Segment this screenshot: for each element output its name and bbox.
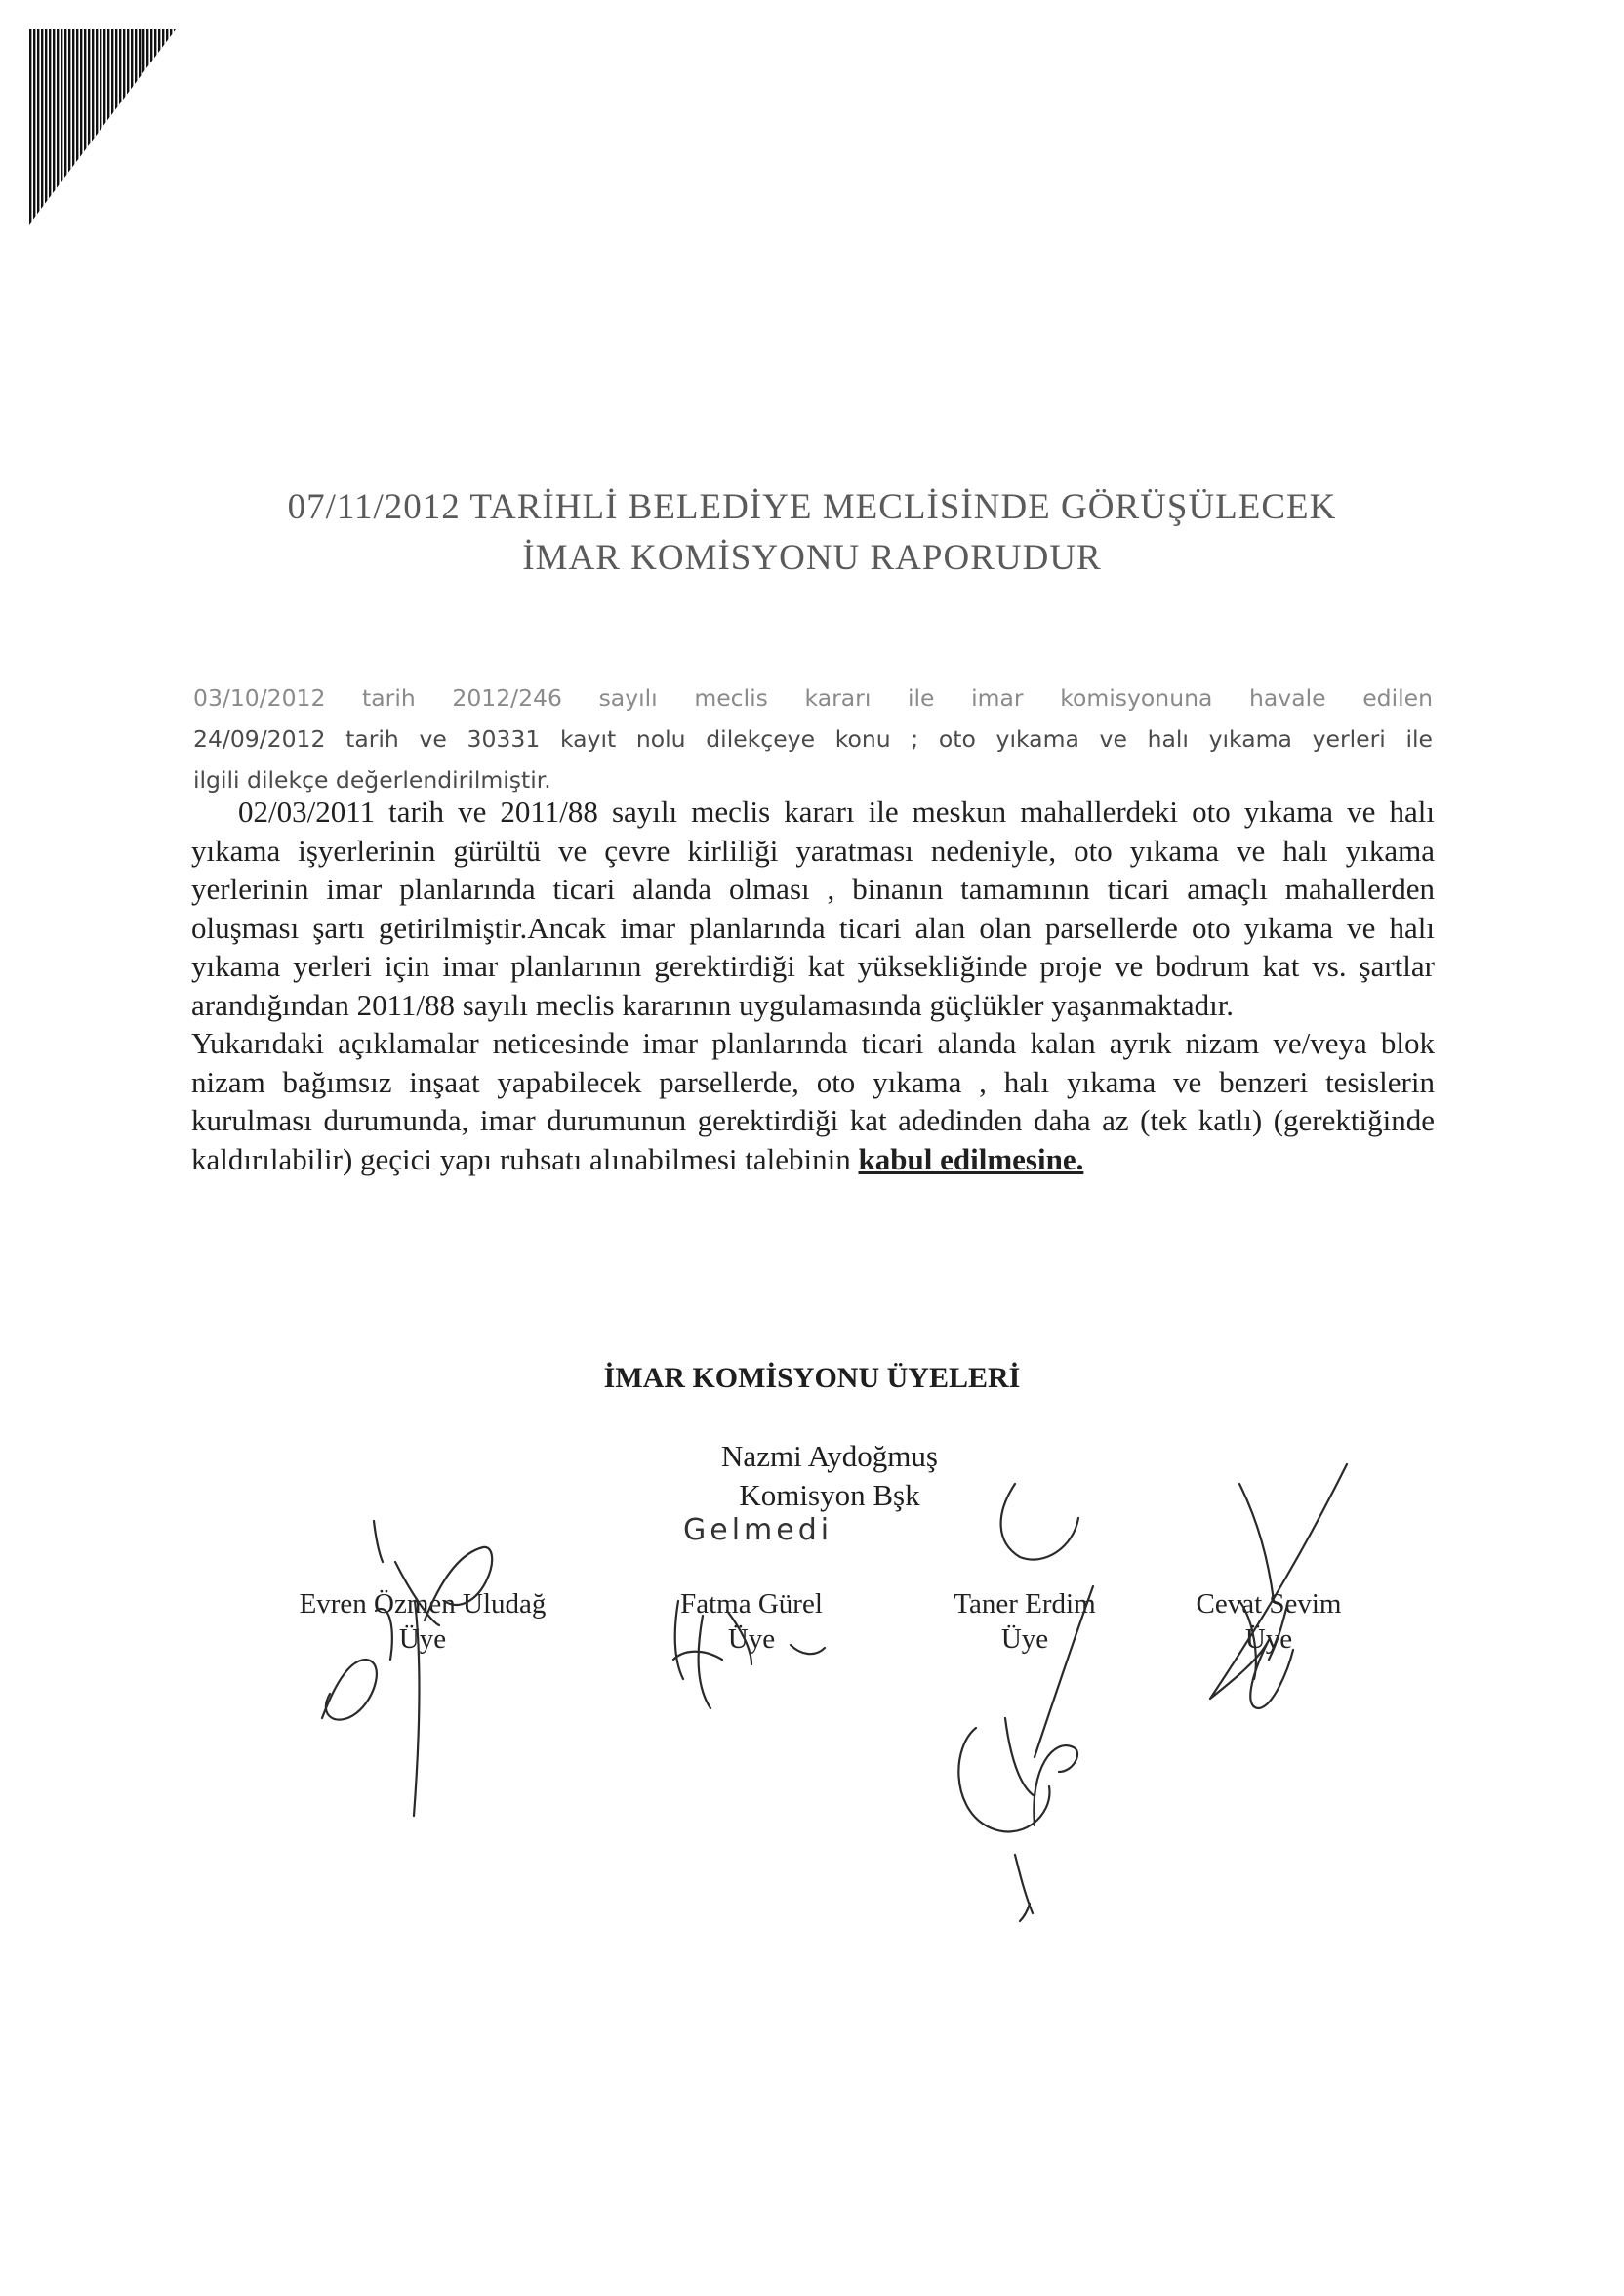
body-paragraph-2-text: Yukarıdaki açıklamalar neticesinde imar planlarında ticari alanda kalan ayrık nizam ve/veya blok nizam bağımsız inşaat yapabilecek parsellerde, oto yıkama , halı yıkama ve benzeri tesislerin kurulması durumunda, imar durumunun gerektirdiği kat adedinden daha az (tek katlı) (gerektiğinde kaldırılabilir) geçici yapı ruhsatı alınabilmesi talebinin xyxy=(191,1026,1435,1176)
intro-line1: 03/10/2012 tarih 2012/246 sayılı meclis kararı ile imar komisyonuna havale edilen xyxy=(193,684,1433,712)
member-2-role: Üye xyxy=(727,1623,776,1655)
signature-fatma xyxy=(673,1601,825,1708)
intro-line2: 24/09/2012 tarih ve 30331 kayıt nolu dilekçeye konu ; oto yıkama ve halı yıkama yerleri ile xyxy=(193,725,1433,753)
member-4-name: Cevat Sevim xyxy=(1196,1588,1342,1620)
signature-taner xyxy=(958,1484,1093,1921)
report-title-line1: 07/11/2012 TARİHLİ BELEDİYE MECLİSİNDE GÖRÜŞÜLECEK xyxy=(287,487,1337,527)
chair-role: Komisyon Bşk xyxy=(739,1478,920,1512)
member-2-name: Fatma Gürel xyxy=(680,1588,823,1620)
member-1-name: Evren Özmen Uludağ xyxy=(299,1588,547,1620)
member-3-name: Taner Erdim xyxy=(954,1588,1096,1620)
members-heading: İMAR KOMİSYONU ÜYELERİ xyxy=(603,1362,1021,1394)
chair-name: Nazmi Aydoğmuş xyxy=(721,1439,938,1473)
member-1-role: Üye xyxy=(398,1623,447,1655)
report-title-line2: İMAR KOMİSYONU RAPORUDUR xyxy=(522,538,1102,578)
member-3-role: Üye xyxy=(1000,1623,1049,1655)
decision-text: kabul edilmesine. xyxy=(858,1141,1084,1176)
handwritten-note: Gelmedi xyxy=(683,1513,833,1547)
intro-line3: ilgili dilekçe değerlendirilmiştir. xyxy=(193,766,551,794)
member-4-role: Üye xyxy=(1244,1623,1293,1655)
signature-cevat xyxy=(1210,1464,1347,1708)
signature-evren xyxy=(322,1521,492,1816)
body-paragraph-1: 02/03/2011 tarih ve 2011/88 sayılı meclis kararı ile meskun mahallerdeki oto yıkama ve halı yıkama işyerlerinin gürültü ve çevre kirliliği yaratması nedeniyle, oto yıkama ve halı yıkama yerlerinin imar planlarında ticari alanda olması , binanın tamamının ticari amaçlı mahallerden oluşması şartı getirilmiştir.Ancak imar planlarında ticari alan olan parsellerde oto yıkama ve halı yıkama yerleri için imar planlarının gerektirdiği kat yüksekliğinde proje ve bodrum kat vs. şartlar arandığından 2011/88 sayılı meclis kararının uygulamasında güçlükler yaşanmaktadır. xyxy=(191,795,1435,1022)
